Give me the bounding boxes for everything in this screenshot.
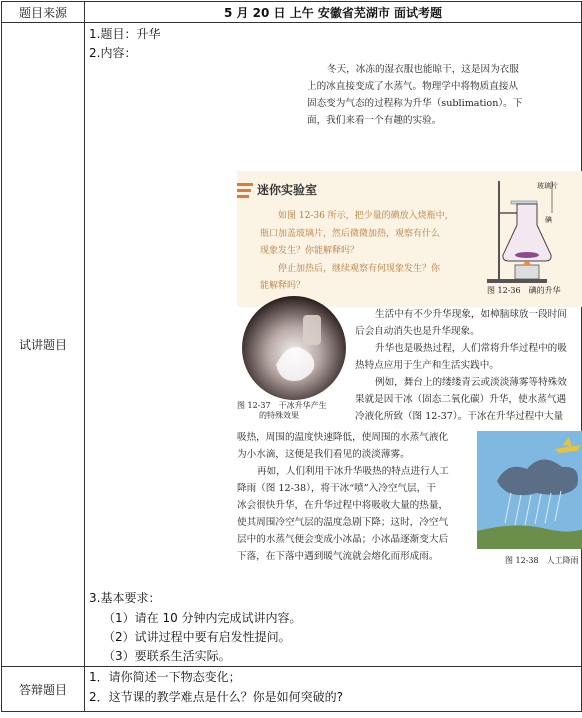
intro-line: 冬天，冰冻的湿衣服也能晾干，这是因为衣服: [327, 64, 519, 75]
trial-row: [2, 23, 582, 667]
para3-line: 降雨（图 12-38），将干冰“喷”入冷空气层，干: [237, 483, 436, 494]
mini-lab-text: [260, 208, 480, 296]
para2-line: 生活中有不少升华现象，如樟脑球放一段时间: [375, 309, 567, 320]
para3-line: 吸热，周围的温度快速降低，使周围的水蒸气液化: [237, 432, 449, 443]
artificial-rain-figure: [477, 431, 582, 549]
requirement-item: （2）试讲过程中要有启发性提问。: [103, 630, 291, 644]
requirement-item: （1）请在 10 分钟内完成试讲内容。: [103, 611, 302, 625]
para2-line: 冷液化所致（图 12-37）。干冰在升华过程中大量: [355, 411, 564, 422]
sublimation-paragraph: [355, 306, 582, 425]
header-row: [2, 2, 582, 23]
trial-content-cell: [85, 23, 582, 667]
dry-ice-photo: [241, 295, 347, 401]
lab-line: 瓶口加盖玻璃片，然后微微加热，观察有什么: [260, 228, 441, 239]
source-label: 题目来源: [2, 2, 85, 23]
fig37-caption-line: 的特殊效果: [259, 411, 299, 420]
fig37-caption: [237, 401, 357, 421]
para2-line: 热特点应用于生产和生活实践中。: [355, 360, 499, 371]
iodine-label: 碘: [545, 216, 552, 224]
source-value: 5 月 20 日 上午 安徽省芜湖市 面试考题: [85, 2, 582, 23]
glass-plate-label: 玻璃片: [537, 182, 558, 190]
para3-line: 为小水滴，这便是我们看见的淡淡薄雾。: [237, 449, 410, 460]
intro-line: 上的冰直接变成了水蒸气。物理学中将物质直接从: [307, 81, 519, 92]
para3-line: 使其周围冷空气层的温度急剧下降；这时，冷空气: [237, 517, 449, 528]
lab-line: 停止加热后，继续观察有何现象发生？你: [278, 263, 441, 274]
para2-line: 果就是因干冰（固态二氧化碳）升华，使水蒸气遇: [355, 394, 567, 405]
flame-icon: [235, 179, 257, 205]
para3-line: 层中的水蒸气便会变成小冰晶；小冰晶逐渐变大后: [237, 534, 449, 545]
requirement-item: （3）要联系生活实际。: [103, 649, 231, 663]
iodine-sublimation-figure: [477, 173, 582, 303]
trial-label: 试讲题目: [2, 23, 85, 667]
intro-paragraph: [307, 61, 577, 129]
lab-line: 如图 12-36 所示，把少量的碘放入烧瓶中，: [278, 211, 454, 221]
para3-line: 下落，在下落中遇到暖气流就会熔化而形成雨。: [237, 551, 439, 562]
para3-line: 再如，人们利用干冰升华吸热的特点进行人工: [257, 466, 449, 477]
mini-lab-title: 迷你实验室: [257, 183, 318, 197]
intro-line: 面，我们来看一个有趣的实验。: [307, 115, 442, 126]
trial-content: [85, 23, 581, 666]
para2-line: 升华也是吸热过程，人们常将升华过程中的吸: [375, 343, 567, 354]
fig36-caption: 图 12-36 碘的升华: [487, 286, 561, 295]
para2-line: 后会自动消失也是升华现象。: [355, 326, 480, 337]
defense-label: 答辩题目: [2, 667, 85, 712]
para3-line: 冰会很快升华，在升华过程中将吸收大量的热量，: [237, 500, 449, 511]
para2-line: 例如，舞台上的缕缕青云或淡淡薄雾等特殊效: [375, 377, 567, 388]
lab-line: 现象发生？你能解释吗？: [260, 246, 360, 256]
lab-line: 能解释吗？: [260, 281, 306, 291]
defense-question: 1．请你简述一下物态变化；: [89, 670, 241, 684]
requirements-title: 3.基本要求：: [89, 591, 161, 605]
topic-line: 1.题目：升华: [89, 27, 161, 41]
exam-table: [1, 1, 582, 712]
fig38-caption: 图 12-38 人工降雨: [505, 556, 579, 565]
defense-question: 2．这节课的教学难点是什么？你是如何突破的?: [89, 690, 344, 704]
intro-line: 固态变为气态的过程称为升华（sublimation）。下: [307, 98, 523, 109]
content-label: 2.内容：: [89, 46, 137, 60]
defense-row: [2, 667, 582, 712]
fig37-caption-line: 图 12-37 干冰升华产生: [237, 401, 327, 410]
defense-questions: [85, 667, 582, 712]
artificial-rain-paragraph: [237, 429, 473, 565]
